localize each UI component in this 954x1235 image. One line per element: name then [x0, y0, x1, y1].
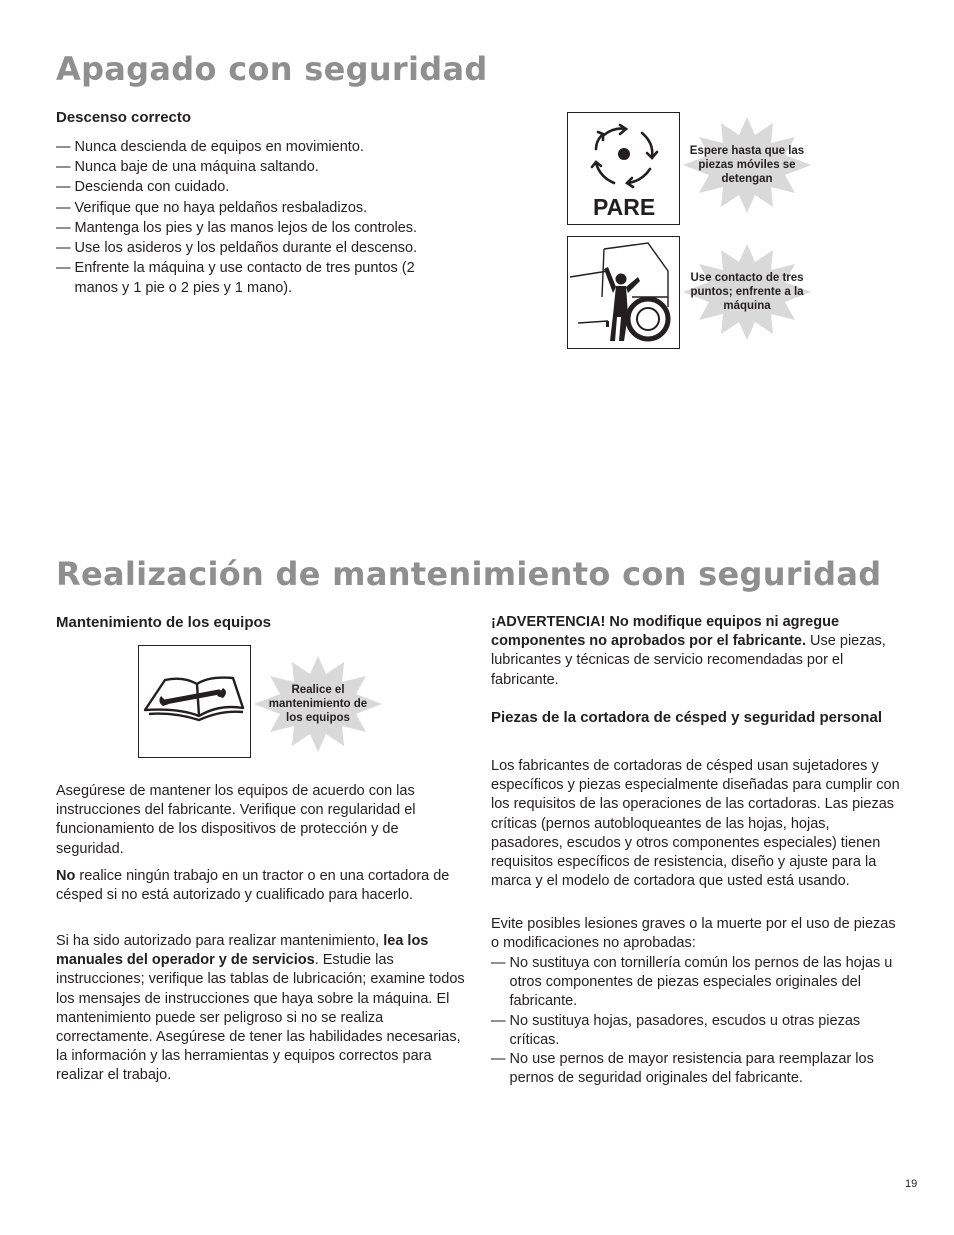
climbing-operator-icon	[568, 237, 679, 348]
section2-title: Realización de mantenimiento con seguridad	[56, 555, 882, 593]
burst-label-maintain: Realice el mantenimiento de los equipos	[268, 684, 368, 724]
stop-rotating-parts-icon	[567, 112, 680, 225]
list-item: — No sustituya hojas, pasadores, escudos u otras piezas críticas.	[491, 1012, 861, 1048]
list-item: — Enfrente la máquina y use contacto de tres puntos (2 manos y 1 pie o 2 pies y 1 mano).	[56, 260, 415, 297]
mower-parts-paragraph-2: Evite posibles lesiones graves o la muerte por el uso de piezas o modificaciones no aprobadas:	[491, 916, 896, 952]
descent-rules-list	[56, 137, 456, 299]
manual-wrench-icon	[138, 645, 251, 758]
emphasis-read-manuals: lea los manuales del operador y de servicios	[56, 933, 429, 969]
section1-title: Apagado con seguridad	[56, 50, 488, 88]
section1-subheading: Descenso correcto	[56, 109, 192, 126]
burst-label-wait: Espere hasta que las piezas móviles se detengan	[689, 145, 805, 185]
emphasis-no: No	[56, 868, 76, 884]
list-item: — Mantenga los pies y las manos lejos de los controles.	[56, 219, 418, 236]
mower-parts-subheading: Piezas de la cortadora de césped y seguridad personal	[491, 709, 882, 726]
maintenance-paragraph-3: Si ha sido autorizado para realizar mantenimiento, lea los manuales del operador y de servicios. Estudie las instrucciones; verifique las tablas de lubricación; examine todos los mensajes de instrucciones que haya sobre la máquina. El mantenimiento puede ser peligroso si no se realiza correctamente. Asegúrese de tener las habilidades necesarias, la información y las herramientas y equipos correctos para realizar el trabajo.	[56, 933, 465, 1084]
list-item: — Descienda con cuidado.	[56, 179, 230, 196]
warning-bold: ¡ADVERTENCIA! No modifique equipos ni agregue componentes no aprobados por el fabricante.	[491, 614, 840, 650]
maintenance-paragraph-2: No realice ningún trabajo en un tractor o en una cortadora de césped si no está autorizado y cualificado para hacerlo.	[56, 868, 450, 904]
maintenance-subheading: Mantenimiento de los equipos	[56, 614, 272, 631]
three-point-contact-icon	[567, 236, 680, 349]
book-wrench-icon	[139, 646, 250, 757]
warning-paragraph: ¡ADVERTENCIA! No modifique equipos ni agregue componentes no aprobados por el fabricante. Use piezas, lubricantes y técnicas de servicio recomendadas por el fabricante.	[491, 614, 886, 688]
mower-parts-paragraph-1: Los fabricantes de cortadoras de césped usan sujetadores y específicos y piezas especialmente diseñadas para cumplir con los requisitos de las operaciones de las cortadoras. Las piezas críticas (pernos autobloqueantes de las hojas, hojas, pasadores, escudos y otros componentes especiales) tienen requisitos específicos de resistencia, diseño y ajuste para la marca y el modelo de cortadora que usted está usando.	[491, 758, 900, 890]
list-item: — Nunca baje de una máquina saltando.	[56, 159, 319, 176]
list-item: — No sustituya con tornillería común los pernos de las hojas u otros componentes de piezas especiales originales del fabricante.	[491, 955, 893, 1010]
list-item: — Nunca descienda de equipos en movimiento.	[56, 139, 364, 155]
list-item: — Verifique que no haya peldaños resbaladizos.	[56, 199, 368, 216]
list-item: — Use los asideros y los peldaños durante el descenso.	[56, 240, 418, 257]
maintenance-paragraph-1: Asegúrese de mantener los equipos de acuerdo con las instrucciones del fabricante. Verifique con regularidad el funcionamiento de los dispositivos de protección y de seguridad.	[56, 783, 416, 857]
burst-label-contact: Use contacto de tres puntos; enfrente a la máquina	[690, 272, 804, 312]
page-number: 19	[905, 1178, 918, 1190]
stop-label: PARE	[593, 194, 656, 220]
parts-rules-list	[491, 954, 901, 1088]
list-item: — No use pernos de mayor resistencia para reemplazar los pernos de seguridad originales del fabricante.	[491, 1051, 874, 1087]
